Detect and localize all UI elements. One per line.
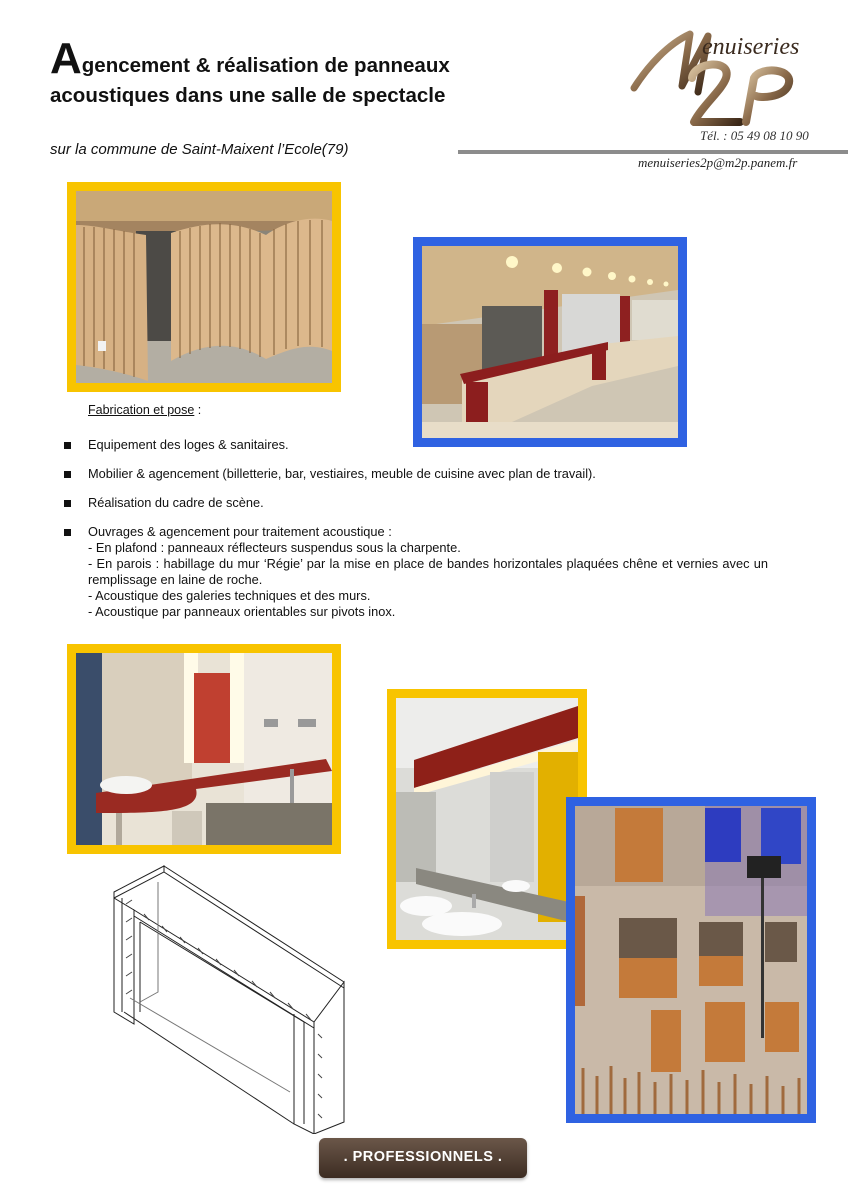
title-line1: gencement & réalisation de panneaux [81, 54, 450, 77]
list-item-text: Equipement des loges & sanitaires. [88, 437, 289, 452]
category-badge[interactable]: . PROFESSIONNELS . [319, 1138, 527, 1178]
list-item [64, 524, 768, 620]
photo-frame-bar [413, 237, 687, 447]
photo-bar-counter [422, 246, 678, 438]
header-rule [458, 150, 848, 154]
photo-wood-panels [76, 191, 332, 383]
sub-item: - Acoustique par panneaux orientables sur pivots inox. [88, 604, 396, 619]
list-item-text: Ouvrages & agencement pour traitement acoustique : [88, 524, 392, 539]
sub-item: - Acoustique des galeries techniques et des murs. [88, 588, 371, 603]
bullet-square-icon [64, 500, 71, 507]
logo-word: enuiseries [702, 34, 800, 60]
list-item [64, 495, 768, 511]
list-item [64, 466, 768, 482]
page-title [50, 34, 570, 111]
photo-dressing-room [76, 653, 332, 845]
photo-frame-panels [67, 182, 341, 392]
sub-item: - En plafond : panneaux réflecteurs suspendus sous la charpente. [88, 540, 461, 555]
photo-frame-sinks [387, 689, 587, 949]
feature-list [64, 437, 768, 633]
section-heading-suffix: : [194, 403, 202, 417]
section-heading [88, 403, 201, 417]
list-item [64, 437, 768, 453]
photo-acoustic-wall [575, 806, 807, 1114]
sub-item: - En parois : habillage du mur ‘Régie’ par la mise en place de bandes horizontales plaquées chêne et vernies avec un remplissage en laine de roche. [88, 556, 768, 587]
title-initial: A [50, 34, 82, 83]
phone-number: Tél. : 05 49 08 10 90 [700, 128, 809, 143]
photo-washbasins [396, 698, 578, 940]
photo-frame-wall [566, 797, 816, 1123]
bullet-square-icon [64, 442, 71, 449]
photo-frame-dressing [67, 644, 341, 854]
bullet-square-icon [64, 471, 71, 478]
list-item-text: Réalisation du cadre de scène. [88, 495, 264, 510]
email-address: menuiseries2p@m2p.panem.fr [638, 155, 798, 170]
subtitle: sur la commune de Saint-Maixent l’Ecole(79) [50, 141, 349, 158]
section-heading-label: Fabrication et pose [88, 403, 195, 417]
list-item-text: Mobilier & agencement (billetterie, bar, vestiaires, meuble de cuisine avec plan de travail). [88, 466, 596, 481]
bullet-square-icon [64, 529, 71, 536]
technical-drawing-stage-frame [104, 862, 356, 1134]
title-line2: acoustiques dans une salle de spectacle [50, 84, 446, 107]
